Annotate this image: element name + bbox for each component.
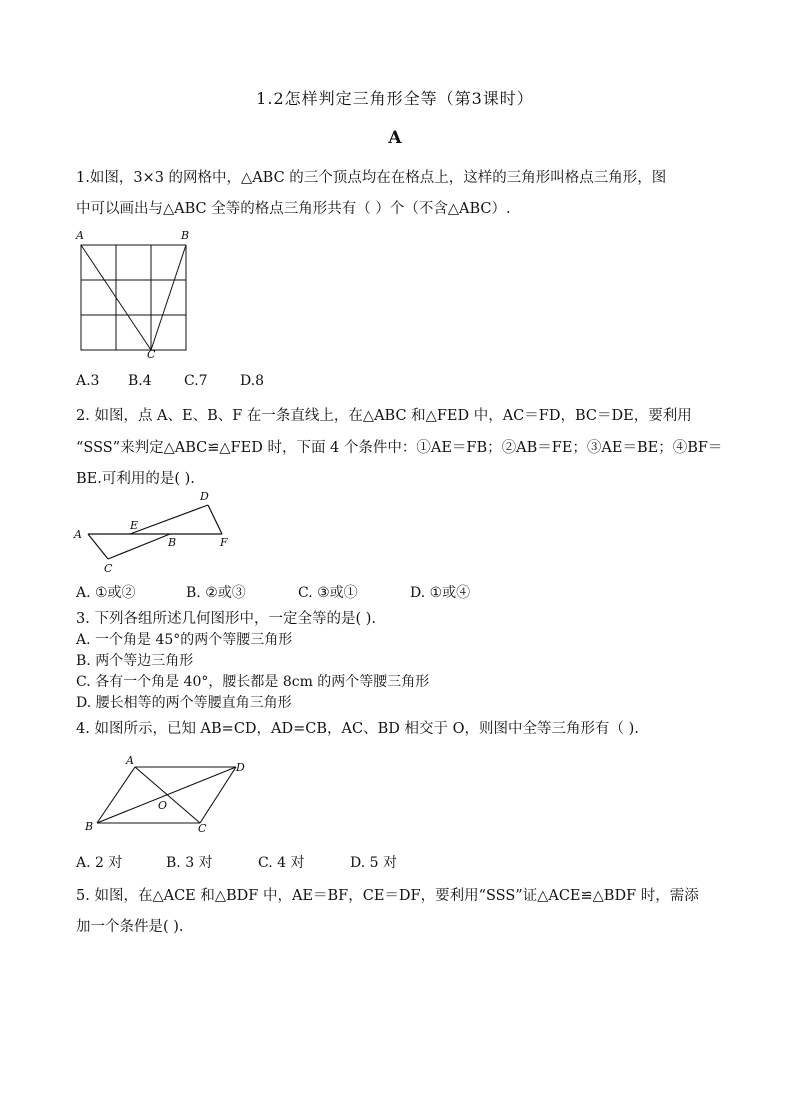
question-3-option-a: A. 一个角是 45°的两个等腰三角形: [76, 632, 293, 648]
question-2-option-d: D. ①或④: [410, 585, 471, 601]
question-4-figure: [80, 750, 260, 845]
question-1-grid-figure: [70, 226, 200, 366]
fig4-label-d: D: [236, 761, 245, 774]
question-2-option-a: A. ①或②: [76, 585, 136, 601]
question-1-option-b: B.4: [128, 373, 152, 389]
question-1-option-a: A.3: [76, 373, 100, 389]
page-title: 1.2怎样判定三角形全等（第3课时）: [256, 89, 534, 108]
fig2-label-e: E: [130, 519, 139, 532]
fig2-label-b: B: [168, 536, 177, 549]
section-heading: A: [388, 128, 402, 148]
question-3-option-c: C. 各有一个角是 40°，腰长都是 8cm 的两个等腰三角形: [76, 674, 430, 690]
question-5-line-2: 加一个条件是( ).: [76, 919, 184, 935]
fig2-label-f: F: [220, 536, 228, 549]
fig2-label-a: A: [74, 528, 82, 541]
question-1-line-1: 1.如图，3×3 的网格中，△ABC 的三个顶点均在在格点上，这样的三角形叫格点三角形，图: [76, 170, 667, 186]
question-1-option-c: C.7: [184, 373, 208, 389]
question-1-option-d: D.8: [240, 373, 265, 389]
fig4-label-c: C: [198, 822, 207, 835]
fig2-label-d: D: [200, 490, 209, 503]
question-4-option-c: C. 4 对: [258, 855, 305, 871]
grid-label-c: C: [147, 348, 156, 361]
question-2-option-b: B. ②或③: [186, 585, 246, 601]
question-2-line-1: 2. 如图，点 A、E、B、F 在一条直线上，在△ABC 和△FED 中，AC＝FD，BC＝DE，要利用: [76, 408, 692, 424]
fig4-label-b: B: [85, 820, 94, 833]
grid-label-b: B: [181, 229, 190, 242]
question-2-figure: [70, 488, 240, 583]
question-5-line-1: 5. 如图，在△ACE 和△BDF 中，AE＝BF，CE＝DF，要利用“SSS”证△ACE≌△BDF 时，需添: [76, 888, 699, 904]
question-2-option-c: C. ③或①: [298, 585, 358, 601]
question-4-option-d: D. 5 对: [350, 855, 397, 871]
fig4-label-o: O: [158, 799, 168, 812]
question-1-line-2: 中可以画出与△ABC 全等的格点三角形共有（ ）个（不含△ABC）.: [76, 201, 511, 217]
question-3-option-b: B. 两个等边三角形: [76, 653, 194, 669]
question-4-option-a: A. 2 对: [76, 855, 123, 871]
grid-label-a: A: [76, 229, 84, 242]
question-3-line-1: 3. 下列各组所述几何图形中，一定全等的是( ).: [76, 611, 376, 627]
question-2-line-2: “SSS”来判定△ABC≌△FED 时，下面 4 个条件中：①AE＝FB；②AB＝FE；③AE＝BE；④BF＝: [76, 440, 723, 456]
fig4-label-a: A: [126, 754, 134, 767]
question-3-option-d: D. 腰长相等的两个等腰直角三角形: [76, 695, 292, 711]
question-4-option-b: B. 3 对: [166, 855, 213, 871]
fig2-label-c: C: [104, 562, 113, 575]
question-2-line-3: BE.可利用的是( ).: [76, 471, 195, 487]
question-4-line-1: 4. 如图所示，已知 AB=CD，AD=CB，AC、BD 相交于 O，则图中全等三角形有（ ).: [76, 721, 639, 737]
